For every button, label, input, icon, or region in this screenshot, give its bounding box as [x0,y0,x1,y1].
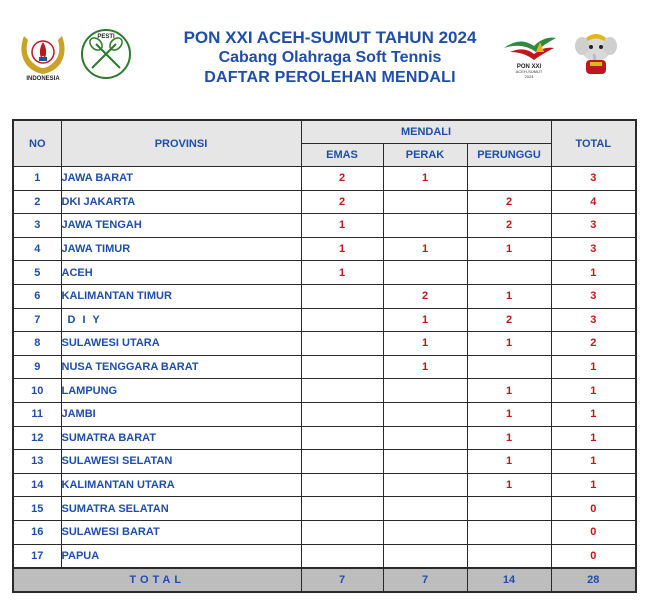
cell-perak [383,520,467,544]
total-emas: 7 [301,568,383,592]
cell-perak: 2 [383,284,467,308]
cell-provinsi: JAWA BARAT [61,167,301,191]
table-row [13,402,636,426]
title-line-3: DAFTAR PEROLEHAN MENDALI [204,69,456,86]
cell-provinsi: NUSA TENGGARA BARAT [61,355,301,379]
pesti-caption: PESTI [97,34,115,40]
table-row [13,426,636,450]
cell-perunggu: 1 [467,450,551,474]
table-row [13,497,636,521]
cell-perak: 1 [383,355,467,379]
title-block [150,28,510,88]
cell-perunggu: 1 [467,426,551,450]
table-total-row [13,568,636,592]
cell-no: 11 [13,402,61,426]
cell-emas [301,308,383,332]
cell-total: 4 [551,190,636,214]
cell-no: 2 [13,190,61,214]
cell-provinsi: SULAWESI UTARA [61,332,301,356]
total-label: TOTAL [13,568,301,592]
table-row [13,308,636,332]
koni-logo-icon [16,30,70,82]
table-row [13,520,636,544]
cell-no: 4 [13,237,61,261]
table-row [13,214,636,238]
table-row [13,332,636,356]
total-perunggu: 14 [467,568,551,592]
cell-total: 2 [551,332,636,356]
cell-provinsi: SUMATRA BARAT [61,426,301,450]
cell-emas [301,497,383,521]
table-row [13,167,636,191]
cell-no: 5 [13,261,61,285]
cell-perak: 1 [383,237,467,261]
cell-perak [383,190,467,214]
cell-no: 9 [13,355,61,379]
cell-total: 1 [551,402,636,426]
cell-no: 6 [13,284,61,308]
cell-emas: 2 [301,190,383,214]
cell-perunggu: 1 [467,379,551,403]
cell-total: 3 [551,284,636,308]
table-row [13,544,636,568]
cell-emas [301,379,383,403]
cell-perak [383,450,467,474]
col-header-mendali: MENDALI [301,120,551,144]
cell-total: 1 [551,261,636,285]
cell-no: 14 [13,473,61,497]
cell-emas [301,284,383,308]
cell-provinsi: SUMATRA SELATAN [61,497,301,521]
cell-provinsi: KALIMANTAN TIMUR [61,284,301,308]
cell-total: 1 [551,473,636,497]
cell-emas: 1 [301,237,383,261]
cell-perak: 1 [383,167,467,191]
cell-emas [301,520,383,544]
table-row [13,450,636,474]
title-line-2: Cabang Olahraga Soft Tennis [218,49,442,66]
cell-provinsi: JAWA TENGAH [61,214,301,238]
cell-perak [383,544,467,568]
cell-no: 1 [13,167,61,191]
col-header-provinsi: PROVINSI [61,120,301,167]
koni-caption: INDONESIA [26,76,60,82]
cell-no: 7 [13,308,61,332]
cell-perak [383,473,467,497]
col-header-perunggu: PERUNGGU [467,144,551,167]
cell-perunggu: 1 [467,284,551,308]
cell-perak: 1 [383,308,467,332]
cell-total: 3 [551,308,636,332]
cell-perunggu: 2 [467,190,551,214]
cell-total: 0 [551,497,636,521]
cell-total: 3 [551,237,636,261]
cell-total: 3 [551,167,636,191]
cell-total: 1 [551,426,636,450]
cell-total: 1 [551,450,636,474]
cell-total: 1 [551,355,636,379]
cell-provinsi: SULAWESI BARAT [61,520,301,544]
table-row [13,237,636,261]
cell-perunggu [467,544,551,568]
cell-perak [383,214,467,238]
cell-emas: 2 [301,167,383,191]
medal-table [12,119,637,593]
cell-total: 3 [551,214,636,238]
cell-total: 0 [551,520,636,544]
table-row [13,284,636,308]
table-row [13,261,636,285]
pon-caption: PON XXI [516,64,542,70]
cell-provinsi: JAWA TIMUR [61,237,301,261]
cell-provinsi: SULAWESI SELATAN [61,450,301,474]
total-total: 28 [551,568,636,592]
cell-perak [383,261,467,285]
page-header [0,0,648,112]
cell-provinsi: JAMBI [61,402,301,426]
cell-emas [301,450,383,474]
cell-no: 10 [13,379,61,403]
cell-perunggu [467,167,551,191]
col-header-perak: PERAK [383,144,467,167]
total-perak: 7 [383,568,467,592]
pon-sub-caption: ACEH-SUMUT [515,69,543,74]
cell-no: 3 [13,214,61,238]
cell-emas [301,426,383,450]
cell-emas: 1 [301,214,383,238]
cell-emas [301,402,383,426]
cell-perunggu [467,520,551,544]
col-header-total: TOTAL [551,120,636,167]
cell-provinsi: ACEH [61,261,301,285]
cell-no: 17 [13,544,61,568]
cell-perunggu [467,355,551,379]
cell-emas [301,355,383,379]
table-row [13,190,636,214]
pesti-logo-icon [80,28,132,80]
cell-perak [383,379,467,403]
table-row [13,379,636,403]
cell-perak: 1 [383,332,467,356]
cell-no: 12 [13,426,61,450]
cell-perak [383,426,467,450]
table-row [13,355,636,379]
cell-perunggu: 2 [467,308,551,332]
cell-perak [383,497,467,521]
cell-emas [301,332,383,356]
mascot-icon [572,28,620,78]
title-line-1: PON XXI ACEH-SUMUT TAHUN 2024 [183,28,477,47]
cell-perunggu [467,261,551,285]
cell-total: 1 [551,379,636,403]
col-header-no: NO [13,120,61,167]
cell-emas [301,544,383,568]
cell-provinsi: D I Y [61,308,301,332]
cell-provinsi: KALIMANTAN UTARA [61,473,301,497]
cell-provinsi: PAPUA [61,544,301,568]
col-header-emas: EMAS [301,144,383,167]
cell-emas [301,473,383,497]
cell-perunggu: 2 [467,214,551,238]
cell-total: 0 [551,544,636,568]
cell-no: 16 [13,520,61,544]
cell-provinsi: LAMPUNG [61,379,301,403]
cell-perak [383,402,467,426]
pon-logo-icon [500,30,558,78]
cell-perunggu [467,497,551,521]
cell-perunggu: 1 [467,332,551,356]
pon-year-caption: 2024 [524,74,534,78]
cell-no: 13 [13,450,61,474]
cell-perunggu: 1 [467,402,551,426]
cell-emas: 1 [301,261,383,285]
cell-no: 8 [13,332,61,356]
cell-no: 15 [13,497,61,521]
cell-provinsi: DKI JAKARTA [61,190,301,214]
cell-perunggu: 1 [467,237,551,261]
cell-perunggu: 1 [467,473,551,497]
table-row [13,473,636,497]
